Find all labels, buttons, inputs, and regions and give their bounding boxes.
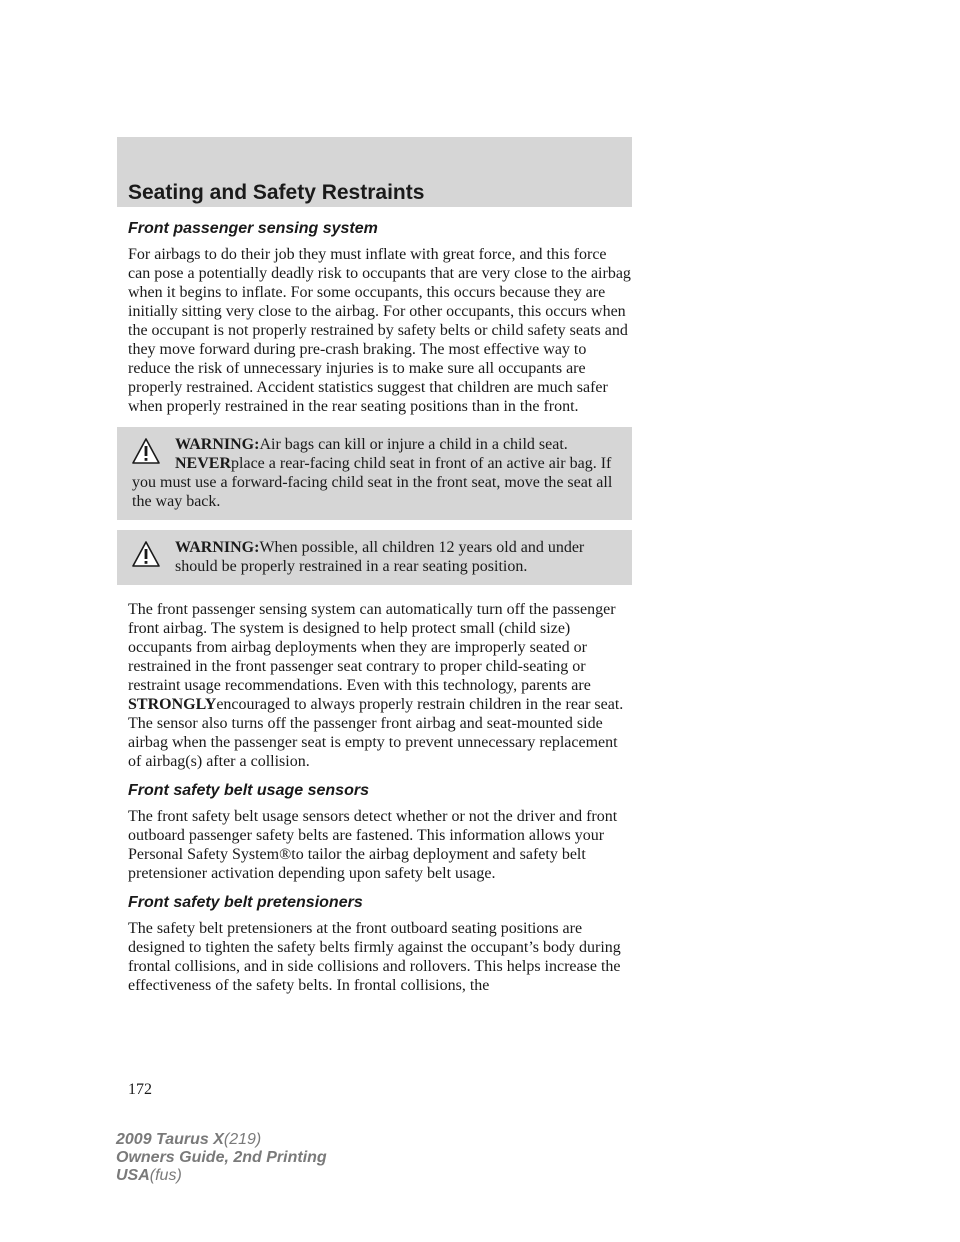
paragraph-text-rest: encouraged to always properly restrain children in the rear seat. The sensor also turns off the passenger front airbag and seat-mounted side airbag when the passenger seat is empty to prevent unnecessary replacement of airbag(s) after a collision. [128, 696, 624, 770]
warning-triangle-icon [131, 437, 161, 465]
print-footer [116, 1131, 327, 1185]
warning-label: WARNING: [175, 539, 260, 556]
footer-line-market [116, 1167, 327, 1185]
paragraph-passenger-sensing-intro: For airbags to do their job they must inflate with great force, and this force can pose a potentially deadly risk to occupants that are very close to the airbag when it begins to inflate. For some occupants, this occurs because they are initially sitting very close to the airbag. For other occupants, this occurs when the occupant is not properly restrained by safety belts or child safety seats and they move forward during pre-crash braking. The most effective way to reduce the risk of unnecessary injuries is to make sure all occupants are properly restrained. Accident statistics suggest that children are much safer when properly restrained in the rear seating positions than in the front. [128, 246, 631, 415]
header-band [117, 137, 632, 207]
footer-market: USA [116, 1167, 150, 1184]
page-content [128, 218, 632, 995]
paragraph-belt-usage: The front safety belt usage sensors detect whether or not the driver and front outboard passenger safety belts are fastened. This information allows your Personal Safety System®to tailor the airbag deployment and safety belt pretensioner activation depending upon safety belt usage. [128, 808, 618, 882]
footer-model: 2009 Taurus X [116, 1131, 224, 1148]
warning-triangle-icon [131, 540, 161, 568]
warning-text-rest: place a rear-facing child seat in front of an active air bag. If you must use a forward-facing child seat in the front seat, move the seat all the way back. [132, 455, 613, 510]
page-number: 172 [128, 1081, 152, 1098]
section-heading-belt-usage: Front safety belt usage sensors [128, 782, 369, 799]
paragraph-passenger-sensing-system [128, 600, 632, 771]
warning-text: When possible, all children 12 years old and under should be properly restrained in a rear seating position. [175, 539, 585, 575]
warning-line-1 [132, 435, 617, 454]
warning-line-2 [132, 454, 617, 511]
warning-box-child-seat [117, 427, 632, 520]
warning-never: NEVER [175, 455, 232, 472]
warning-label: WARNING: [175, 436, 260, 453]
section-heading-passenger-sensing: Front passenger sensing system [128, 220, 378, 237]
footer-market-code: (fus) [149, 1167, 182, 1184]
section-heading-pretensioners: Front safety belt pretensioners [128, 894, 363, 911]
warning-text: Air bags can kill or injure a child in a child seat. [259, 436, 568, 453]
page-title: Seating and Safety Restraints [128, 181, 425, 204]
footer-model-code: (219) [223, 1131, 262, 1148]
strongly-emphasis: STRONGLY [128, 696, 217, 713]
warning-body [132, 538, 617, 576]
paragraph-text: The front passenger sensing system can automatically turn off the passenger front airbag. The system is designed to help protect small (child size) occupants from airbag deployments when they are improperly seated or restrained in the front passenger seat contrary to proper child-seating or restraint usage recommendations. Even with this technology, parents are [128, 601, 616, 694]
footer-line-printing: Owners Guide, 2nd Printing [116, 1149, 327, 1166]
warning-box-children-rear [117, 530, 632, 585]
footer-line-model [116, 1131, 327, 1149]
paragraph-pretensioners: The safety belt pretensioners at the front outboard seating positions are designed to tighten the safety belts firmly against the occupant’s body during frontal collisions, and in side collisions and rollovers. This helps increase the effectiveness of the safety belts. In frontal collisions, the [128, 920, 621, 994]
